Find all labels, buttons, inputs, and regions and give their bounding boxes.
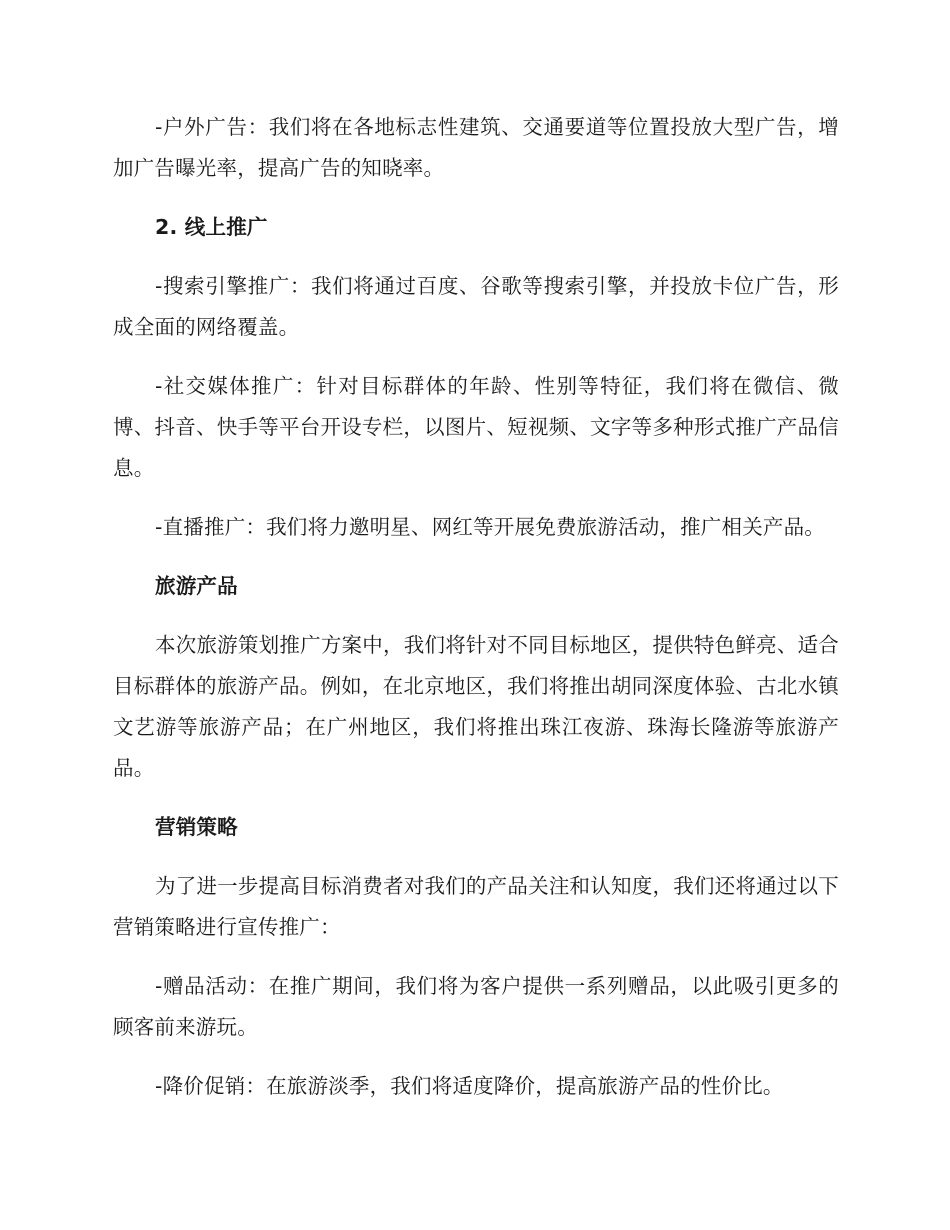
heading-travel-products: 旅游产品 <box>155 574 238 598</box>
paragraph-social-media: -社交媒体推广：针对目标群体的年龄、性别等特征，我们将在微信、微博、抖音、快手等平台开设专栏，以图片、短视频、文字等多种形式推广产品信息。 <box>113 374 839 480</box>
paragraph-discount-promotion: -降价促销：在旅游淡季，我们将适度降价，提高旅游产品的性价比。 <box>155 1074 784 1098</box>
paragraph-gift-activity: -赠品活动：在推广期间，我们将为客户提供一系列赠品，以此吸引更多的顾客前来游玩。 <box>113 974 839 1039</box>
paragraph-search-engine: -搜索引擎推广：我们将通过百度、谷歌等搜索引擎，并投放卡位广告，形成全面的网络覆盖。 <box>113 274 839 339</box>
paragraph-outdoor-ads: -户外广告：我们将在各地标志性建筑、交通要道等位置投放大型广告，增加广告曝光率，提高广告的知晓率。 <box>113 115 839 180</box>
paragraph-marketing-intro: 为了进一步提高目标消费者对我们的产品关注和认知度，我们还将通过以下营销策略进行宣传推广： <box>113 874 839 939</box>
document-page <box>113 107 839 1125</box>
paragraph-live-stream: -直播推广：我们将力邀明星、网红等开展免费旅游活动，推广相关产品。 <box>155 515 825 539</box>
paragraph-travel-products: 本次旅游策划推广方案中，我们将针对不同目标地区，提供特色鲜亮、适合目标群体的旅游产品。例如，在北京地区，我们将推出胡同深度体验、古北水镇文艺游等旅游产品；在广州地区，我们将推出珠江夜游、珠海长隆游等旅游产品。 <box>113 633 839 780</box>
heading-online-promotion: 2. 线上推广 <box>155 215 268 239</box>
heading-marketing-strategy: 营销策略 <box>155 815 238 839</box>
